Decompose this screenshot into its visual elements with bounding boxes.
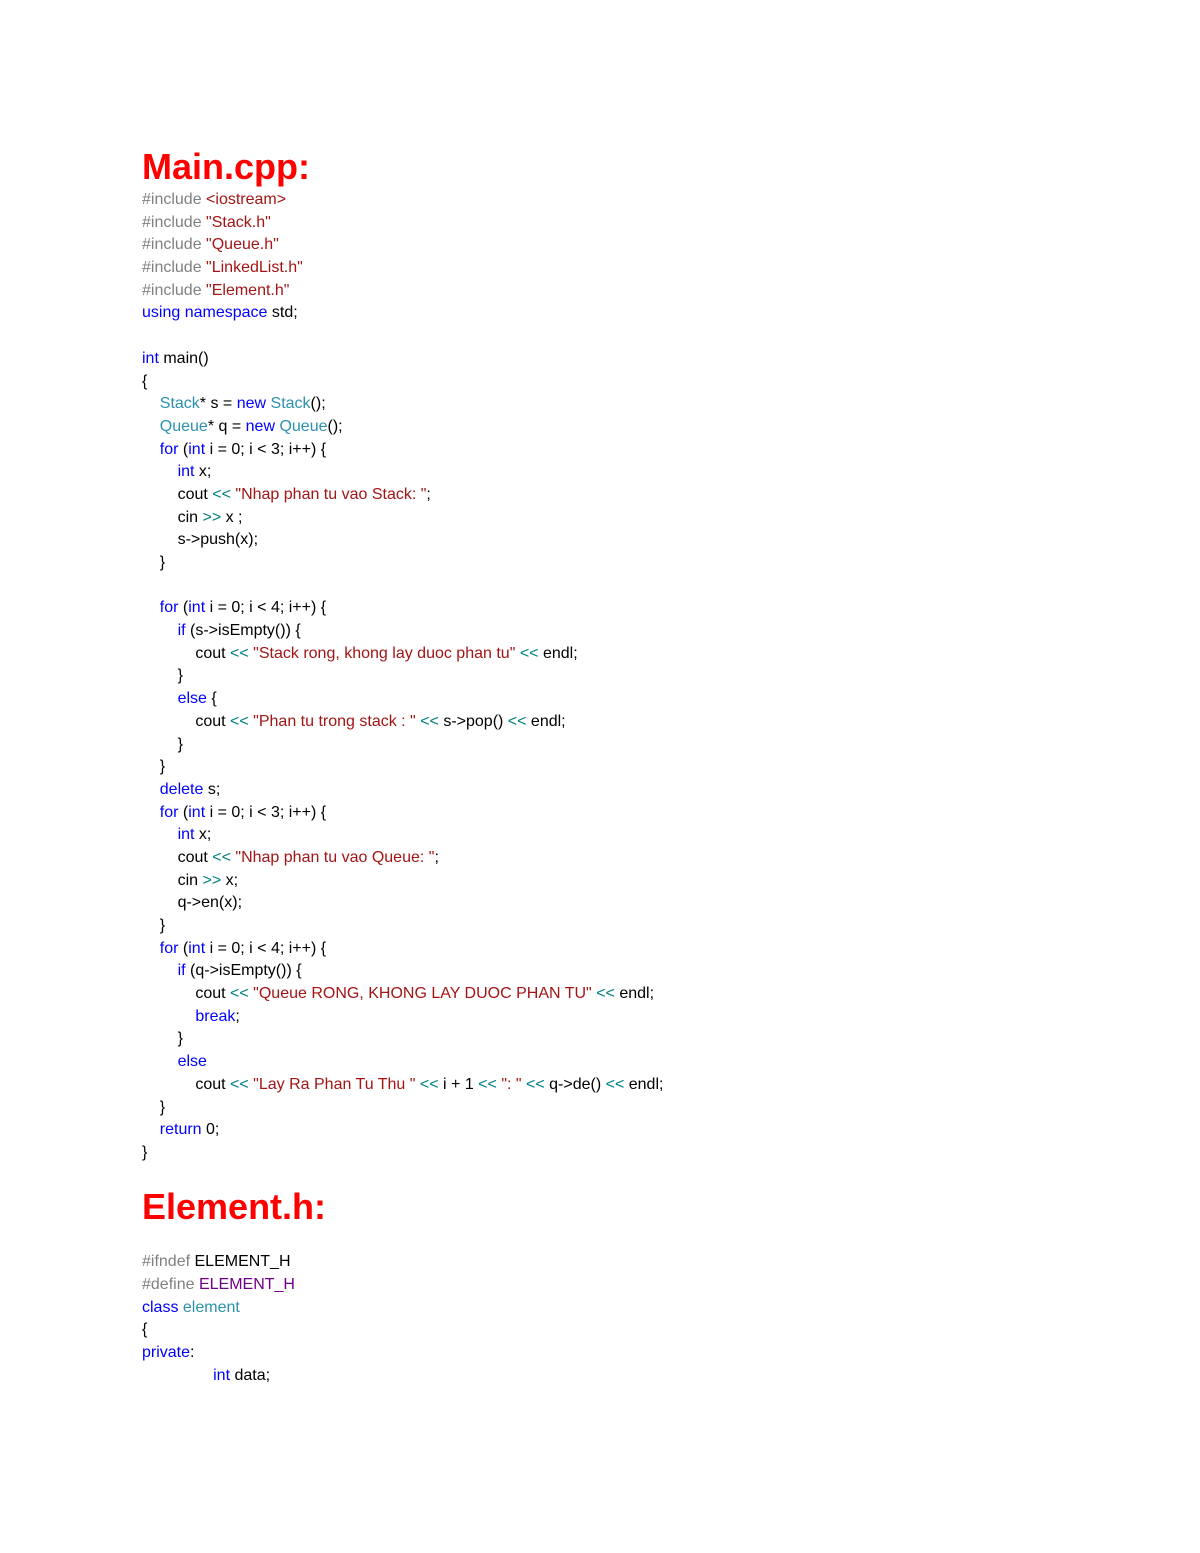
code-token: ELEMENT_H [190, 1253, 291, 1271]
code-token [142, 463, 178, 480]
code-token: << [212, 485, 231, 503]
code-token: q->de() [544, 1075, 606, 1093]
code-token [142, 1367, 213, 1384]
code-token: "Queue.h" [206, 236, 279, 254]
code-token: ELEMENT_H [198, 1275, 295, 1293]
code-token: #define [142, 1275, 195, 1293]
code-token [142, 395, 160, 412]
code-token: << [419, 1075, 439, 1093]
code-token: break [195, 1007, 236, 1025]
code-token: } [142, 1143, 148, 1161]
code-line [142, 711, 1142, 734]
code-token: { [206, 690, 217, 708]
code-token: i = 0; i < 3; i++) { [205, 440, 327, 458]
code-token: Queue [279, 417, 328, 435]
code-token: int [177, 826, 195, 844]
code-token [142, 1121, 160, 1138]
code-line [142, 938, 1142, 961]
code-token: cout [142, 985, 231, 1003]
code-token: << [519, 644, 539, 662]
code-token: int [213, 1366, 231, 1384]
code-token: i + 1 [438, 1075, 479, 1093]
code-token: endl; [624, 1075, 664, 1093]
code-token: return [159, 1121, 202, 1139]
code-line [142, 915, 1142, 938]
code-line [142, 484, 1142, 507]
code-token: 0; [201, 1121, 220, 1139]
code-line [142, 529, 1142, 552]
code-token [142, 418, 160, 435]
code-token: ( [178, 939, 189, 957]
code-token: } [142, 917, 166, 934]
code-token: "Nhap phan tu vao Queue: " [235, 848, 435, 866]
code-token: int [177, 463, 195, 481]
code-line [142, 371, 1142, 394]
code-token: int [188, 803, 206, 821]
code-line [142, 779, 1142, 802]
code-token: << [230, 644, 249, 662]
code-line [142, 416, 1142, 439]
code-token [142, 599, 160, 616]
code-line [142, 1342, 1142, 1365]
code-token: s->pop() [438, 712, 508, 730]
code-line [142, 507, 1142, 530]
code-line [142, 439, 1142, 462]
code-token: int [188, 440, 206, 458]
heading-element-h: Element.h: [142, 1185, 327, 1227]
code-token: << [605, 1075, 625, 1093]
code-token: int [188, 939, 206, 957]
code-line [142, 847, 1142, 870]
code-token: #include [142, 236, 207, 254]
code-line [142, 280, 1142, 303]
code-token: * s = [199, 395, 237, 413]
code-token [142, 690, 178, 707]
code-token: } [142, 554, 166, 571]
code-line [142, 802, 1142, 825]
code-line [142, 1274, 1142, 1297]
code-line [142, 393, 1142, 416]
code-token: private [142, 1344, 191, 1361]
code-token: else [177, 690, 207, 708]
code-token: x; [221, 871, 239, 889]
code-token: Queue [159, 417, 208, 435]
code-token: << [230, 1075, 249, 1093]
code-token: x; [194, 826, 212, 844]
code-line [142, 1142, 1142, 1165]
code-token: << [596, 985, 615, 1003]
code-line [142, 189, 1142, 212]
code-token: s; [203, 780, 221, 798]
code-token: >> [202, 508, 222, 526]
code-token [142, 441, 160, 458]
code-token: Stack [270, 395, 311, 413]
code-line [142, 212, 1142, 235]
code-token [142, 804, 160, 821]
code-token: "Element.h" [206, 281, 290, 299]
code-token: s->push(x); [142, 531, 259, 549]
code-line [142, 870, 1142, 893]
code-token: "Queue RONG, KHONG LAY DUOC PHAN TU" [253, 985, 592, 1003]
code-token: } [142, 1098, 166, 1116]
code-token: endl; [538, 644, 578, 662]
code-token: ( [178, 440, 189, 458]
code-token: i = 0; i < 4; i++) { [205, 599, 327, 617]
code-token: ; [235, 1007, 240, 1025]
code-token: "Lay Ra Phan Tu Thu " [253, 1075, 416, 1093]
code-token: } [142, 758, 166, 776]
code-line [142, 1028, 1142, 1051]
code-token: delete [159, 780, 204, 798]
code-line [142, 575, 1142, 598]
code-token [142, 622, 178, 639]
code-token: ( [178, 599, 189, 617]
code-token: cout [142, 712, 231, 730]
code-line [142, 1319, 1142, 1342]
code-token [142, 781, 160, 798]
code-line [142, 824, 1142, 847]
code-token: x ; [221, 508, 243, 526]
heading-main-cpp: Main.cpp: [142, 146, 310, 187]
code-token: { [142, 1321, 148, 1339]
code-token [142, 940, 160, 957]
code-token: int [142, 349, 159, 367]
code-line [142, 960, 1142, 983]
code-token: (s->isEmpty()) { [185, 622, 301, 640]
code-token: class [142, 1298, 179, 1316]
code-token: if [177, 962, 186, 980]
code-line [142, 257, 1142, 280]
code-line [142, 643, 1142, 666]
code-line [142, 688, 1142, 711]
code-token: i = 0; i < 3; i++) { [205, 803, 327, 821]
code-token: #include [142, 281, 207, 299]
code-token: endl; [614, 985, 655, 1003]
code-line [142, 983, 1142, 1006]
code-token: } [142, 1030, 183, 1048]
code-line [142, 1097, 1142, 1120]
code-token: if [177, 622, 186, 640]
code-token: int [188, 599, 206, 617]
code-token: for [159, 939, 179, 957]
code-token: using [142, 304, 181, 322]
code-token: for [159, 599, 179, 617]
code-token [142, 826, 178, 843]
code-line [142, 1074, 1142, 1097]
code-token [142, 962, 178, 979]
code-line [142, 461, 1142, 484]
code-token: : [190, 1344, 195, 1361]
code-token: << [478, 1075, 497, 1093]
code-token: x; [194, 463, 212, 481]
code-block-element-h [142, 1229, 1142, 1388]
code-token: new [236, 395, 267, 413]
code-line [142, 1365, 1142, 1388]
code-token: namespace [184, 304, 268, 322]
code-token: "LinkedList.h" [206, 259, 303, 277]
code-token: cout [142, 485, 213, 503]
document-page [142, 145, 1142, 1387]
code-token: * q = [207, 417, 246, 435]
code-token: { [142, 372, 148, 390]
code-token: ; [426, 485, 431, 503]
code-token: cout [142, 848, 213, 866]
code-line [142, 325, 1142, 348]
code-token: << [230, 712, 249, 730]
code-token [142, 1053, 178, 1070]
code-line [142, 665, 1142, 688]
code-token: for [159, 803, 179, 821]
code-line [142, 1251, 1142, 1274]
code-token: cin [142, 508, 203, 526]
code-line [142, 597, 1142, 620]
code-token: Stack [159, 395, 200, 413]
code-token: for [159, 440, 179, 458]
code-line [142, 756, 1142, 779]
code-token: ; [434, 848, 439, 866]
code-line [142, 1229, 1142, 1252]
code-token: "Stack rong, khong lay duoc phan tu" [253, 644, 516, 662]
code-token: std; [267, 304, 298, 322]
code-token: #include [142, 191, 207, 208]
code-token: << [212, 848, 231, 866]
code-token: cout [142, 1075, 231, 1093]
code-token: q->en(x); [142, 894, 243, 912]
code-line [142, 620, 1142, 643]
code-line [142, 1297, 1142, 1320]
code-token: "Stack.h" [206, 213, 271, 231]
code-token: cout [142, 644, 231, 662]
code-line [142, 1051, 1142, 1074]
code-token: #include [142, 213, 207, 231]
code-token: i = 0; i < 4; i++) { [205, 939, 327, 957]
code-line [142, 302, 1142, 325]
code-token: "Nhap phan tu vao Stack: " [235, 485, 427, 503]
code-token: "Phan tu trong stack : " [253, 712, 416, 730]
code-line [142, 348, 1142, 371]
code-token: #include [142, 259, 207, 277]
code-token: cin [142, 871, 203, 889]
code-token: ( [178, 803, 189, 821]
code-token: data; [230, 1366, 271, 1384]
code-token: main() [158, 349, 209, 367]
code-line [142, 234, 1142, 257]
code-line [142, 892, 1142, 915]
code-token: (q->isEmpty()) { [185, 962, 302, 980]
code-token: << [420, 712, 439, 730]
code-line [142, 552, 1142, 575]
code-token: ": " [501, 1075, 522, 1093]
code-token: (); [327, 417, 343, 435]
code-token [142, 1008, 195, 1025]
code-token: endl; [526, 712, 566, 730]
code-token: >> [202, 871, 222, 889]
code-token: << [230, 985, 249, 1003]
code-token: #ifndef [142, 1253, 191, 1271]
code-token: new [245, 417, 275, 435]
code-token: << [526, 1075, 545, 1093]
code-line [142, 1006, 1142, 1029]
code-token: } [142, 735, 183, 753]
code-token: } [142, 667, 183, 685]
code-line [142, 1119, 1142, 1142]
code-token: <iostream> [206, 191, 287, 208]
code-token: element [182, 1298, 240, 1316]
code-token: else [177, 1053, 207, 1071]
code-block-main-cpp [142, 189, 1142, 1165]
code-token: (); [310, 395, 326, 413]
code-token: << [507, 712, 527, 730]
code-line [142, 734, 1142, 757]
